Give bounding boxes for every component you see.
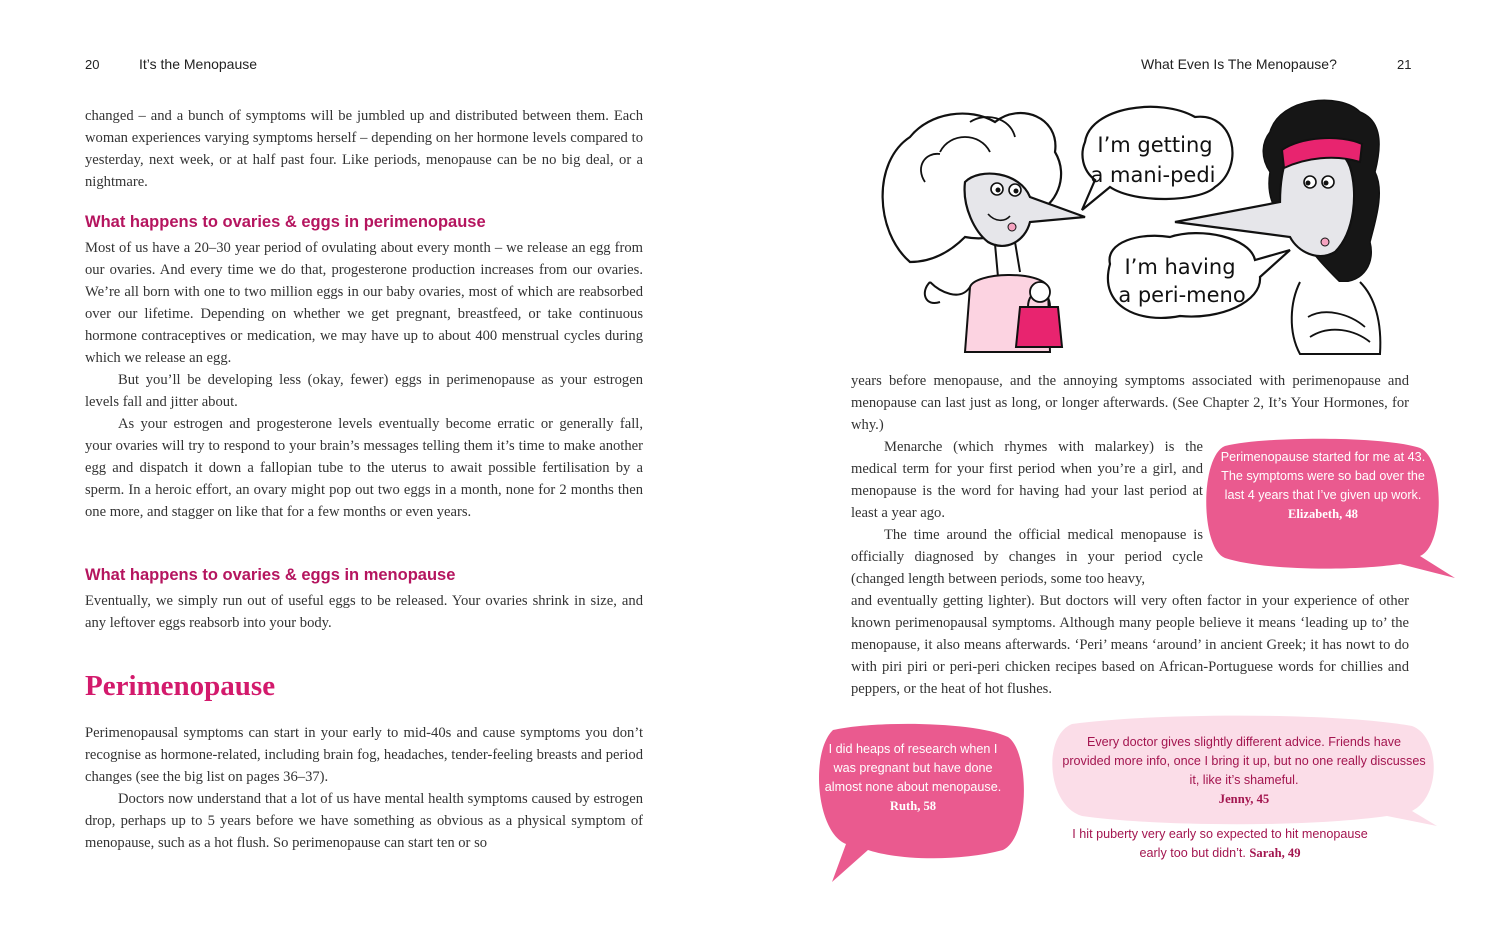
speech-2-line-1: I’m having (1124, 255, 1236, 279)
intro-paragraph (85, 105, 643, 193)
section-body (85, 722, 643, 854)
paragraph: As your estrogen and progesterone levels eventually become erratic or generally fall, your ovaries will try to respond to your brain’s messages telling them it’s time to make another egg and dispatch it down a fallopian tube to the uterus to await possible fertilisation by a sperm. In a heroic effort, an ovary might pop out two eggs in a month, none for 2 months then one more, and stagger on like that for a few months or even years. (85, 416, 643, 520)
quote-attribution: Sarah, 49 (1249, 846, 1301, 860)
page-number-right: 21 (1397, 57, 1412, 72)
pupil-icon (1306, 181, 1311, 186)
paragraph: years before menopause, and the annoying symptoms associated with perimenopause and menopause can last just as long, or longer afterwards. (See Chapter 2, It’s Your Hormones, for why.) (851, 373, 1409, 433)
section-title: Perimenopause (85, 670, 276, 702)
paragraph: Eventually, we simply run out of useful eggs to be released. Your ovaries shrink in size, and any leftover eggs reabsorb into your body. (85, 593, 643, 631)
earring-icon (1321, 238, 1329, 246)
right-para-3-start (851, 524, 1203, 590)
paragraph: Most of us have a 20–30 year period of ovulating about every month – we release an egg from our ovaries. And every time we do that, progesterone production increases from our ovaries. We’re all born with one to two million eggs in our baby ovaries, most of which are reabsorbed over our lifetime. Depending on whether we get pregnant, breastfeed, or take continuous hormone contraceptives or medication, we may have up to about 400 menstrual cycles during which we release an egg. (85, 240, 643, 366)
neck (995, 242, 1020, 277)
subhead-perimenopause: What happens to ovaries & eggs in perimenopause (85, 213, 486, 231)
cartoon-illustration (870, 92, 1390, 360)
pupil-icon (1014, 189, 1019, 194)
right-woman-body (1292, 282, 1381, 354)
pupil-icon (1324, 181, 1329, 186)
speech-2-line-2: a peri-meno (1118, 283, 1246, 307)
speech-1-line-2: a mani-pedi (1090, 163, 1216, 187)
speech-1-line-1: I’m getting (1097, 133, 1213, 157)
quote-ruth (818, 740, 1008, 816)
right-para-1 (851, 370, 1409, 436)
paragraph: changed – and a bunch of symptoms will be jumbled up and distributed between them. Each woman experiences varying symptoms herself – depending on her hormone levels compared to yesterday, next week, or at half past four. Like periods, menopause can be no big deal, or a nightmare. (85, 108, 643, 190)
handbag-icon (1016, 307, 1062, 347)
paragraph: Doctors now understand that a lot of us have mental health symptoms caused by estrogen drop, perhaps up to 5 years before we have something as obvious as a physical symptom of menopause, such as a hot flush. So perimenopause can start ten or so (85, 791, 643, 851)
paragraph: The time around the official medical menopause is officially diagnosed by changes in your period cycle (changed length between periods, some too heavy, (851, 527, 1203, 587)
page-number-left: 20 (85, 57, 100, 72)
quote-jenny (1062, 733, 1426, 809)
running-head-left: It’s the Menopause (139, 56, 258, 72)
quote-text: I hit puberty very early so expected to hit menopause early too but didn’t. (1072, 827, 1368, 860)
quote-text: I did heaps of research when I was pregnant but have done almost none about menopause. (824, 742, 1002, 794)
running-head-right: What Even Is The Menopause? (1141, 56, 1337, 72)
paragraph: and eventually getting lighter). But doctors will very often factor in your experience of other known perimenopausal symptoms. Although many people believe it means ‘leading up to’ the menopause, it also means afterwards. ‘Peri’ means ‘around’ in ancient Greek; it has nowt to do with piri piri or peri-peri chicken recipes based on African-Portuguese words for chillies and peppers, or the heat of hot flushes. (851, 593, 1409, 697)
speech-bubble-left (1082, 107, 1232, 210)
quote-sarah (1070, 825, 1370, 863)
paragraph: Menarche (which rhymes with malarkey) is the medical term for your first period when you’re a girl, and menopause is the word for having had your last period at least a year ago. (851, 439, 1203, 521)
quote-text: Perimenopause started for me at 43. The symptoms were so bad over the last 4 years that I’ve given up work. (1220, 450, 1426, 502)
subhead-menopause: What happens to ovaries & eggs in menopause (85, 566, 456, 584)
paragraph: But you’ll be developing less (okay, fewer) eggs in perimenopause as your estrogen levels fall and jitter about. (85, 372, 643, 410)
perimenopause-body (85, 237, 643, 523)
quote-attribution: Elizabeth, 48 (1288, 507, 1358, 521)
menopause-body (85, 590, 643, 634)
quote-text: Every doctor gives slightly different advice. Friends have provided more info, once I bring it up, but no one really discusses it, like it’s shameful. (1062, 735, 1426, 787)
earring-icon (1008, 223, 1016, 231)
right-para-2 (851, 436, 1203, 524)
paragraph: Perimenopausal symptoms can start in your early to mid-40s and cause symptoms you don’t recognise as hormone-related, including brain fog, headaches, tender-feeling breasts and period changes (see the big list on pages 36–37). (85, 725, 643, 785)
hand-icon (1030, 282, 1050, 302)
pupil-icon (996, 188, 1001, 193)
quote-attribution: Ruth, 58 (889, 799, 937, 813)
left-woman-hand (925, 282, 970, 303)
right-page (750, 0, 1500, 939)
right-para-3-rest (851, 590, 1409, 700)
quote-attribution: Jenny, 45 (1218, 792, 1270, 806)
quote-elizabeth (1212, 448, 1434, 524)
